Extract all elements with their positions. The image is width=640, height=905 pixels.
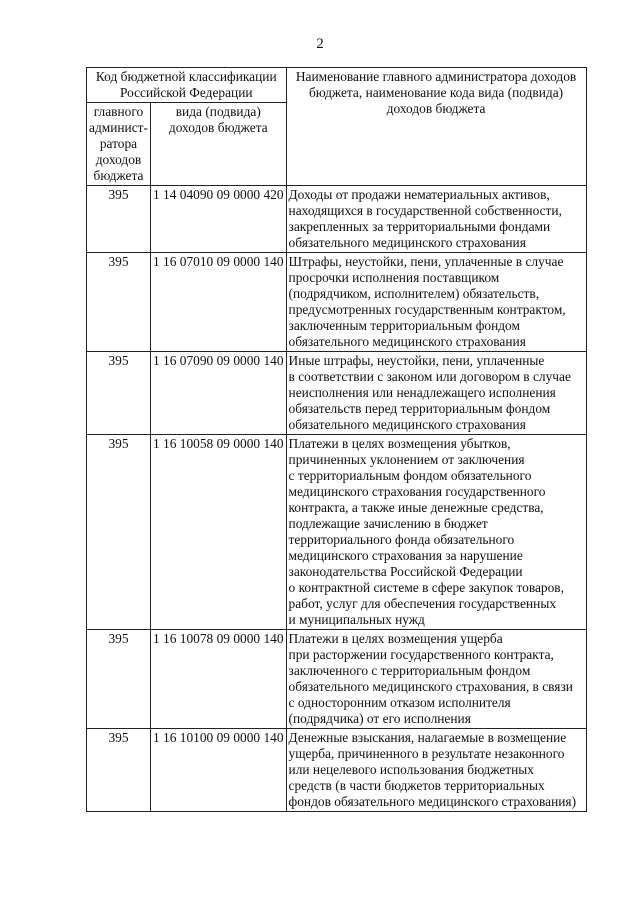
budget-classification-table (86, 67, 587, 812)
income-name-line: обязательств перед территориальным фондом (288, 401, 551, 416)
header-name-text: Наименование главного администратора доходов бюджета, наименование кода вида (подвида) доходов бюджета (295, 69, 577, 116)
income-kind-code-cell: 1 16 10058 09 0000 140 (150, 435, 286, 630)
table-row (87, 253, 587, 352)
income-name-line: заключенным территориальным фондом (288, 318, 520, 333)
income-name-line: обязательного медицинского страхования (288, 235, 526, 250)
income-kind-code-cell: 1 16 07090 09 0000 140 (150, 352, 286, 435)
admin-code-cell: 395 (87, 729, 151, 812)
income-name-line: закрепленных за территориальными фондами (288, 219, 551, 234)
income-name-line: о контрактной системе в сфере закупок товаров, (288, 580, 564, 595)
income-name-cell (286, 253, 586, 352)
income-name-line: обязательного медицинского страхования (288, 417, 526, 432)
income-name-line: контракта, а также иные денежные средства, (288, 500, 544, 515)
table-row (87, 186, 587, 253)
header-admin: главного админист-ратора доходов бюджета (87, 103, 151, 186)
table-row (87, 729, 587, 812)
income-name-line: работ, услуг для обеспечения государственных (288, 596, 557, 611)
income-name-line: или нецелевого использования бюджетных (288, 762, 534, 777)
income-name-cell (286, 435, 586, 630)
income-name-line: предусмотренных государственным контрактом, (288, 302, 566, 317)
admin-code-cell: 395 (87, 435, 151, 630)
page-number: 2 (316, 36, 324, 52)
income-name-line: медицинского страхования за нарушение (288, 548, 523, 563)
income-name-line: (подрядчиком, исполнителем) обязательств, (288, 286, 540, 301)
header-kind: вида (подвида) доходов бюджета (150, 103, 286, 186)
income-name-line: фондов обязательного медицинского страхования) (288, 794, 577, 809)
income-name-line: средств (в части бюджетов территориальных (288, 778, 545, 793)
income-name-line: Платежи в целях возмещения ущерба (288, 631, 503, 646)
table-row (87, 435, 587, 630)
header-budget-code: Код бюджетной классификации Российской Федерации (87, 68, 287, 103)
income-kind-code-cell: 1 16 10100 09 0000 140 (150, 729, 286, 812)
income-name-line: в соответствии с законом или договором в случае (288, 369, 571, 384)
income-kind-code-cell: 1 14 04090 09 0000 420 (150, 186, 286, 253)
income-name-line: находящихся в государственной собственности, (288, 203, 562, 218)
table-row (87, 630, 587, 729)
income-name-line: Доходы от продажи нематериальных активов, (288, 187, 550, 202)
header-row-group (87, 68, 587, 103)
income-name-line: Штрафы, неустойки, пени, уплаченные в случае (288, 254, 564, 269)
income-name-line: при расторжении государственного контракта, (288, 647, 554, 662)
income-kind-code-cell: 1 16 10078 09 0000 140 (150, 630, 286, 729)
income-name-line: с территориальным фондом обязательного (288, 468, 532, 483)
income-name-line: и муниципальных нужд (288, 612, 425, 627)
income-name-line: (подрядчика) от его исполнения (288, 711, 471, 726)
income-name-line: подлежащие зачислению в бюджет (288, 516, 488, 531)
income-kind-code-cell: 1 16 07010 09 0000 140 (150, 253, 286, 352)
admin-code-cell: 395 (87, 253, 151, 352)
income-name-line: обязательного медицинского страхования, в связи (288, 679, 573, 694)
income-name-cell (286, 186, 586, 253)
income-name-cell (286, 352, 586, 435)
income-name-line: территориального фонда обязательного (288, 532, 515, 547)
income-name-line: законодательства Российской Федерации (288, 564, 523, 579)
income-name-cell (286, 630, 586, 729)
income-name-line: неисполнения или ненадлежащего исполнения (288, 385, 556, 400)
income-name-line: заключенного с территориальным фондом (288, 663, 531, 678)
income-name-line: с односторонним отказом исполнителя (288, 695, 511, 710)
header-name (286, 68, 586, 186)
admin-code-cell: 395 (87, 630, 151, 729)
income-name-line: Платежи в целях возмещения убытков, (288, 436, 511, 451)
income-name-line: причиненных уклонением от заключения (288, 452, 525, 467)
income-name-line: Денежные взыскания, налагаемые в возмещение (288, 730, 567, 745)
income-name-line: Иные штрафы, неустойки, пени, уплаченные (288, 353, 545, 368)
admin-code-cell: 395 (87, 352, 151, 435)
income-name-line: просрочки исполнения поставщиком (288, 270, 500, 285)
income-name-cell (286, 729, 586, 812)
admin-code-cell: 395 (87, 186, 151, 253)
table-row (87, 352, 587, 435)
table-body (87, 186, 587, 812)
income-name-line: обязательного медицинского страхования (288, 334, 526, 349)
income-name-line: медицинского страхования государственного (288, 484, 546, 499)
income-name-line: ущерба, причиненного в результате незаконного (288, 746, 565, 761)
